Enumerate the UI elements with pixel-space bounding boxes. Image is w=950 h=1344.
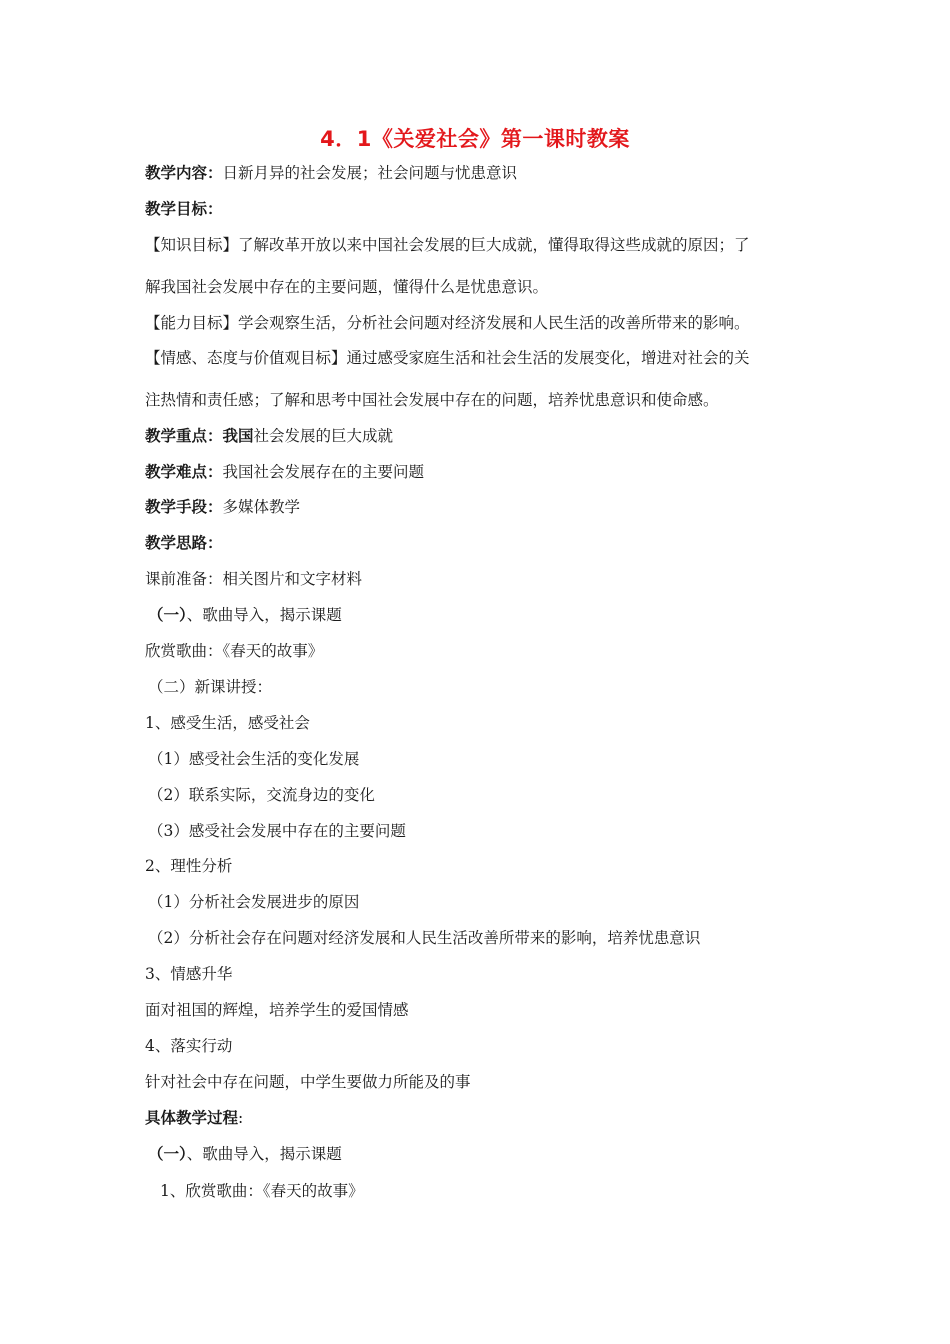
process-step-1 <box>148 1144 342 1164</box>
outline-item-bold: （一） <box>148 606 187 624</box>
teaching-means-line <box>145 497 300 517</box>
knowledge-goal-line-2: 解我国社会发展中存在的主要问题，懂得什么是忧患意识。 <box>145 278 549 296</box>
outline-item: （3）感受社会发展中存在的主要问题 <box>148 822 406 840</box>
emotion-goal-label: 【情感、态度与价值观目标】 <box>145 349 347 367</box>
emotion-goal-text-1: 通过感受家庭生活和社会生活的发展变化，增进对社会的关 <box>346 349 750 367</box>
difficulty-label: 教学难点： <box>145 463 223 481</box>
knowledge-goal-text-1: 了解改革开放以来中国社会发展的巨大成就，懂得取得这些成就的原因；了 <box>238 236 750 254</box>
outline-item: （1）分析社会发展进步的原因 <box>148 893 360 911</box>
outline-item: 针对社会中存在问题，中学生要做力所能及的事 <box>145 1073 471 1091</box>
outline-item: 4、落实行动 <box>145 1037 233 1055</box>
outline-item: 3、情感升华 <box>145 965 233 983</box>
key-point-line <box>145 426 393 446</box>
outline-item: 1、感受生活，感受社会 <box>145 714 310 732</box>
outline-item <box>148 605 342 625</box>
process-step-1-bold: （一） <box>148 1145 187 1163</box>
outline-item: （二）新课讲授： <box>148 678 273 696</box>
outline-item: （2）分析社会存在问题对经济发展和人民生活改善所带来的影响，培养忧患意识 <box>148 929 701 947</box>
emotion-goal-line-2: 注热情和责任感；了解和思考中国社会发展中存在的问题，培养忧患意识和使命感。 <box>145 391 719 409</box>
process-heading <box>145 1108 243 1128</box>
key-point-text: 社会发展的巨大成就 <box>253 427 394 445</box>
knowledge-goal-line-1 <box>145 235 750 255</box>
teaching-content-label: 教学内容： <box>145 164 223 182</box>
emotion-goal-line-1 <box>145 348 750 368</box>
difficulty-line <box>145 462 424 482</box>
teaching-content-text: 日新月异的社会发展；社会问题与忧患意识 <box>222 164 518 182</box>
teaching-idea-label: 教学思路： <box>145 534 223 552</box>
outline-item: （1）感受社会生活的变化发展 <box>148 750 360 768</box>
outline-item: 面对祖国的辉煌，培养学生的爱国情感 <box>145 1001 409 1019</box>
process-step-1-text: 、歌曲导入，揭示课题 <box>186 1145 342 1163</box>
outline-item: 2、理性分析 <box>145 857 233 875</box>
key-point-label: 教学重点：我国 <box>145 427 254 445</box>
document-title: 4．1《关爱社会》第一课时教案 <box>320 127 630 151</box>
ability-goal-text: 学会观察生活，分析社会问题对经济发展和人民生活的改善所带来的影响。 <box>238 314 750 332</box>
outline-item: 欣赏歌曲：《春天的故事》 <box>145 642 324 660</box>
teaching-means-text: 多媒体教学 <box>222 498 301 516</box>
outline-item: 课前准备：相关图片和文字材料 <box>145 570 363 588</box>
difficulty-text: 我国社会发展存在的主要问题 <box>222 463 425 481</box>
teaching-content-line <box>145 163 517 183</box>
outline-item-rest: 、歌曲导入，揭示课题 <box>186 606 342 624</box>
teaching-goals-label: 教学目标： <box>145 200 223 218</box>
process-colon: : <box>238 1109 244 1127</box>
outline-item: （2）联系实际，交流身边的变化 <box>148 786 375 804</box>
ability-goal-line <box>145 313 750 333</box>
knowledge-goal-label: 【知识目标】 <box>145 236 239 254</box>
process-label: 具体教学过程 <box>145 1109 239 1127</box>
ability-goal-label: 【能力目标】 <box>145 314 239 332</box>
process-step-2: 1、欣赏歌曲：《春天的故事》 <box>160 1182 364 1200</box>
teaching-means-label: 教学手段： <box>145 498 223 516</box>
